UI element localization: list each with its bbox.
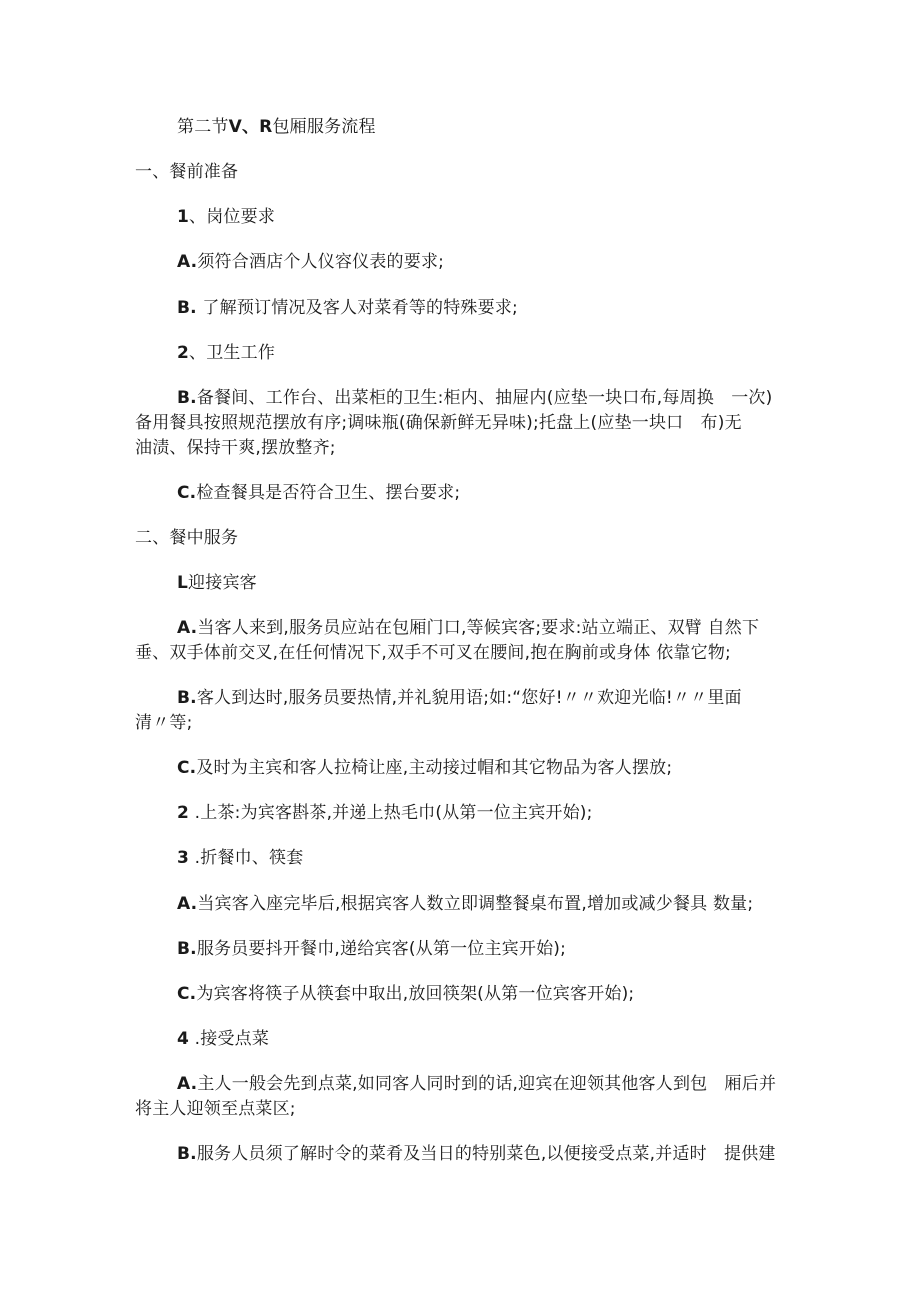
document-title — [177, 115, 376, 139]
item-text: .折餐巾、筷套 — [189, 848, 304, 868]
item-label: A. — [177, 1074, 198, 1094]
item-text: 服务人员须了解时令的菜肴及当日的特别菜色,以便接受点菜,并适时 提供建 — [196, 1144, 776, 1164]
item-text: 服务员要抖开餐巾,递给宾客(从第一位主宾开始); — [196, 939, 567, 959]
item-number: 4 — [177, 1029, 190, 1049]
item-2-b-line2: 备用餐具按照规范摆放有序;调味瓶(确保新鲜无异味);托盘上(应垫一块口 布)无 — [135, 413, 742, 433]
item-text: 当客人来到,服务员应站在包厢门口,等候宾客;要求:站立端正、双臂 自然下 — [197, 618, 760, 638]
item-L-c — [177, 756, 672, 780]
item-text: 客人到达时,服务员要热情,并礼貌用语;如:“您好!〃〃欢迎光临!〃〃里面 — [196, 688, 742, 708]
item-fold-napkins — [177, 846, 303, 870]
item-2-b-line1 — [177, 386, 772, 410]
item-text: .上茶:为宾客斟茶,并递上热毛巾(从第一位主宾开始); — [189, 803, 593, 823]
item-label: C. — [177, 483, 197, 503]
item-4-a-line1 — [177, 1072, 776, 1096]
item-text: 须符合酒店个人仪容仪表的要求; — [197, 252, 445, 272]
item-L-b-line1 — [177, 686, 742, 710]
item-number: 1 — [177, 207, 190, 227]
item-2-c — [177, 481, 460, 505]
item-1-b — [177, 296, 518, 320]
item-text: 当宾客入座完毕后,根据宾客人数立即调整餐桌布置,增加或减少餐具 数量; — [197, 894, 754, 914]
item-serve-tea — [177, 801, 593, 825]
item-number: L — [177, 573, 189, 593]
item-2-b-line3: 油渍、保持干爽,摆放整齐; — [135, 438, 336, 458]
item-text: 备餐间、工作台、出菜柜的卫生:柜内、抽屉内(应垫一块口布,每周换 一次) — [196, 388, 773, 408]
item-3-c — [177, 982, 634, 1006]
item-number: 3 — [177, 848, 190, 868]
item-hygiene-work — [177, 341, 275, 365]
item-text: 为宾客将筷子从筷套中取出,放回筷架(从第一位宾客开始); — [196, 984, 635, 1004]
item-text: 及时为主宾和客人拉椅让座,主动接过帽和其它物品为客人摆放; — [196, 758, 673, 778]
item-label: B. — [177, 939, 197, 959]
item-label: C. — [177, 984, 197, 1004]
item-number: 2 — [177, 343, 190, 363]
item-label: A. — [177, 894, 198, 914]
item-job-requirements — [177, 205, 275, 229]
item-text: .接受点菜 — [189, 1029, 270, 1049]
item-take-orders — [177, 1027, 269, 1051]
item-label: B. — [177, 688, 197, 708]
title-suffix: 包厢服务流程 — [272, 117, 376, 137]
section-heading-pre-meal: 一、餐前准备 — [135, 162, 239, 182]
item-label: B. — [177, 388, 197, 408]
item-label: C. — [177, 758, 197, 778]
item-greet-guests — [177, 571, 257, 595]
item-text: 主人一般会先到点菜,如同客人同时到的话,迎宾在迎领其他客人到包 厢后并 — [197, 1074, 777, 1094]
item-text: 检查餐具是否符合卫生、摆台要求; — [196, 483, 461, 503]
item-text: 、岗位要求 — [189, 207, 276, 227]
item-3-b — [177, 937, 566, 961]
title-prefix: 第二节 — [177, 117, 229, 137]
item-1-a — [177, 250, 444, 274]
item-4-a-line2: 将主人迎领至点菜区; — [135, 1099, 296, 1119]
item-L-b-line2: 清〃等; — [135, 713, 193, 733]
item-label: A. — [177, 618, 198, 638]
item-label: B. — [177, 298, 197, 318]
item-label: A. — [177, 252, 198, 272]
item-text: 迎接宾客 — [188, 573, 257, 593]
item-label: B. — [177, 1144, 197, 1164]
item-4-b — [177, 1142, 776, 1166]
item-text: 了解预订情况及客人对菜肴等的特殊要求; — [196, 298, 518, 318]
section-heading-during-meal: 二、餐中服务 — [135, 528, 239, 548]
title-bold: V、R — [228, 117, 273, 137]
item-L-a-line2: 垂、双手体前交叉,在任何情况下,双手不可叉在腰间,抱在胸前或身体 依靠它物; — [135, 643, 731, 663]
item-text: 、卫生工作 — [189, 343, 276, 363]
item-3-a — [177, 892, 753, 916]
item-L-a-line1 — [177, 616, 759, 640]
item-number: 2 — [177, 803, 190, 823]
